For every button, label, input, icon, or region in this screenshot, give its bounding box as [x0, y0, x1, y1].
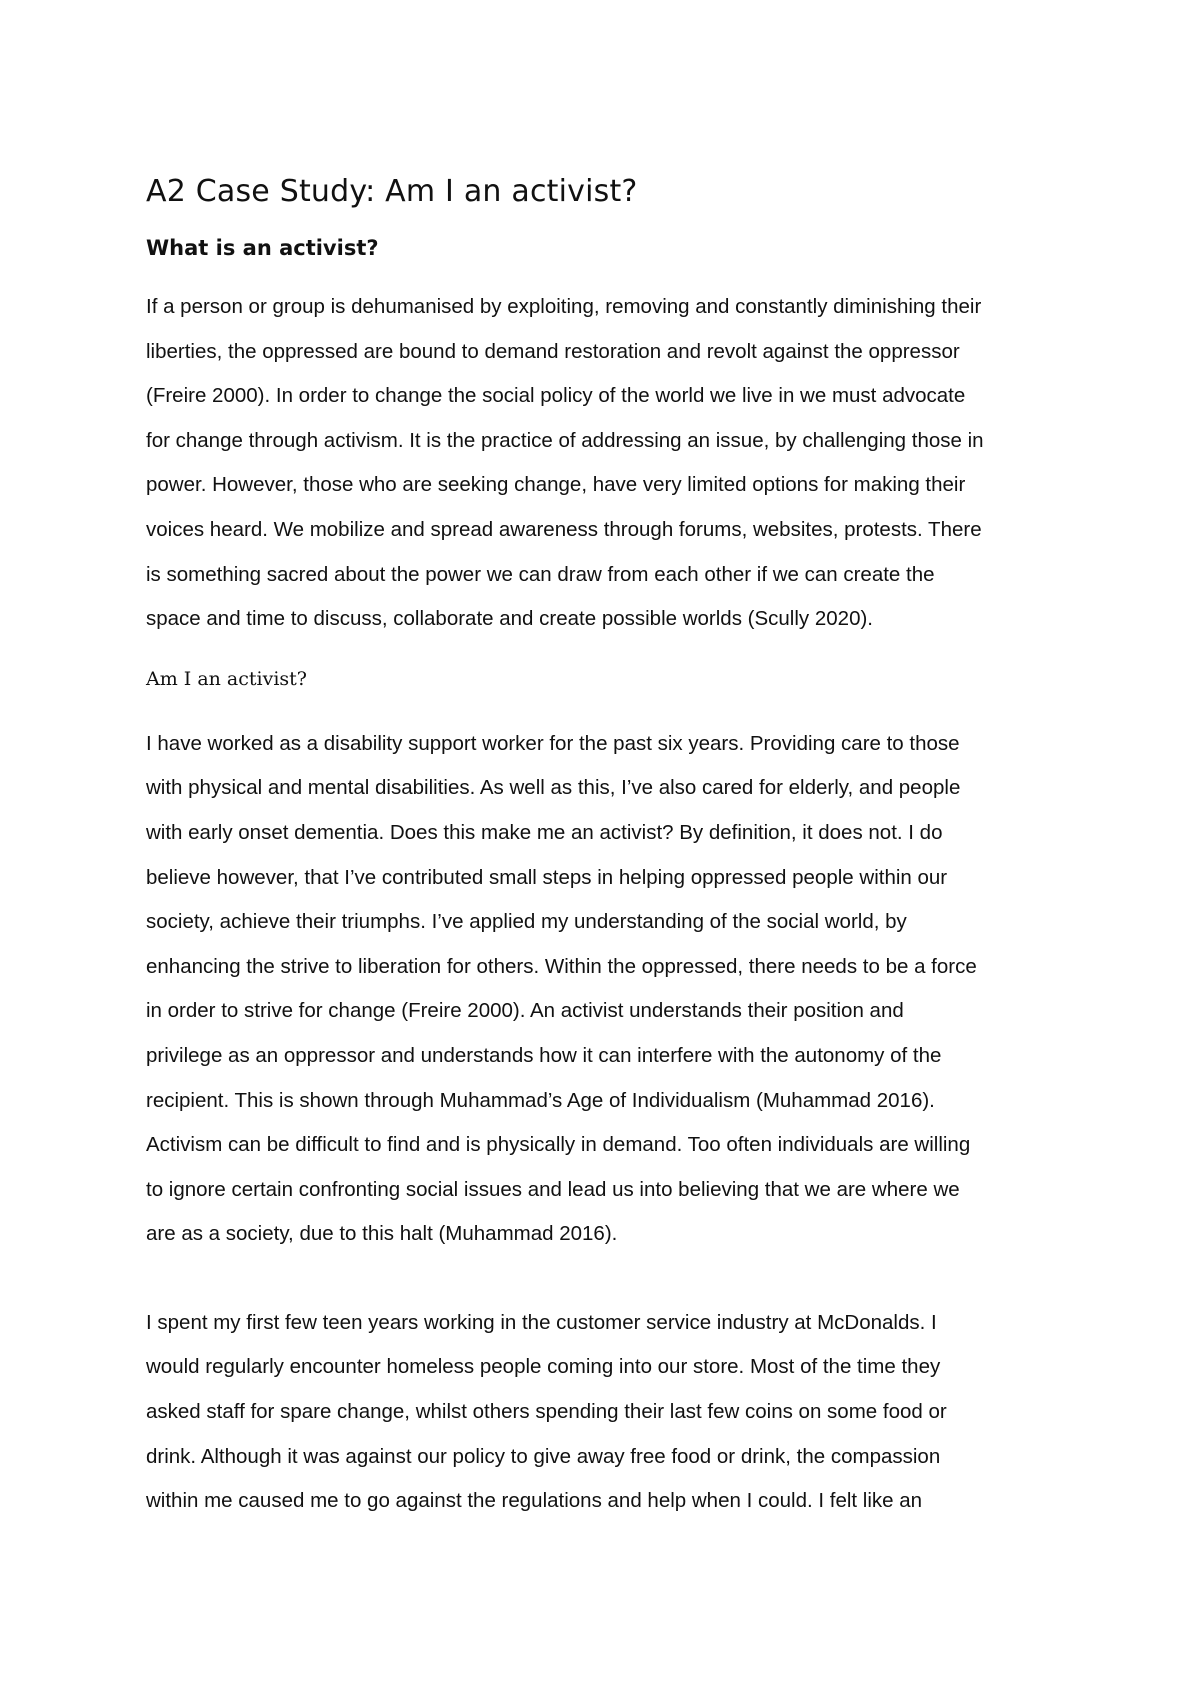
page-title: A2 Case Study: Am I an activist? [146, 174, 638, 209]
paragraph-am-i-activist [146, 722, 1066, 1257]
paragraph-line: liberties, the oppressed are bound to demand restoration and revolt against the oppressor [146, 339, 960, 363]
paragraph-line: for change through activism. It is the practice of addressing an issue, by challenging those in [146, 428, 984, 452]
paragraph-line: I spent my first few teen years working in the customer service industry at McDonalds. I [146, 1310, 937, 1334]
paragraph-line: I have worked as a disability support worker for the past six years. Providing care to those [146, 731, 960, 755]
paragraph-line: with physical and mental disabilities. As well as this, I’ve also cared for elderly, and people [146, 776, 961, 800]
paragraph-line: Activism can be difficult to find and is physically in demand. Too often individuals are willing [146, 1133, 971, 1157]
paragraph-line: in order to strive for change (Freire 2000). An activist understands their position and [146, 999, 904, 1023]
paragraph-line: If a person or group is dehumanised by exploiting, removing and constantly diminishing their [146, 295, 982, 318]
paragraph-what-is-activist [146, 285, 1066, 642]
section-subtitle: What is an activist? [146, 236, 379, 260]
paragraph-line: with early onset dementia. Does this make me an activist? By definition, it does not. I do [146, 820, 943, 844]
paragraph-line: space and time to discuss, collaborate and create possible worlds (Scully 2020). [146, 607, 873, 631]
paragraph-mcdonalds [146, 1301, 1066, 1524]
paragraph-line: power. However, those who are seeking change, have very limited options for making their [146, 473, 966, 497]
paragraph-line: privilege as an oppressor and understands how it can interfere with the autonomy of the [146, 1043, 942, 1067]
paragraph-line: within me caused me to go against the regulations and help when I could. I felt like an [146, 1489, 923, 1513]
paragraph-line: is something sacred about the power we can draw from each other if we can create the [146, 562, 935, 586]
paragraph-line: (Freire 2000). In order to change the social policy of the world we live in we must advocate [146, 384, 966, 408]
paragraph-line: enhancing the strive to liberation for others. Within the oppressed, there needs to be a force [146, 954, 977, 978]
paragraph-line: would regularly encounter homeless people coming into our store. Most of the time they [146, 1355, 941, 1379]
paragraph-line: are as a society, due to this halt (Muhammad 2016). [146, 1222, 618, 1246]
paragraph-line: to ignore certain confronting social issues and lead us into believing that we are where we [146, 1177, 960, 1201]
section-heading: Am I an activist? [146, 667, 307, 690]
paragraph-line: drink. Although it was against our policy to give away free food or drink, the compassion [146, 1444, 941, 1468]
paragraph-line: asked staff for spare change, whilst others spending their last few coins on some food or [146, 1400, 947, 1424]
paragraph-line: believe however, that I’ve contributed small steps in helping oppressed people within our [146, 865, 948, 889]
paragraph-line: recipient. This is shown through Muhammad’s Age of Individualism (Muhammad 2016). [146, 1088, 935, 1112]
document-body [146, 170, 1066, 1524]
paragraph-line: society, achieve their triumphs. I’ve applied my understanding of the social world, by [146, 910, 907, 934]
paragraph-line: voices heard. We mobilize and spread awareness through forums, websites, protests. There [146, 517, 982, 541]
